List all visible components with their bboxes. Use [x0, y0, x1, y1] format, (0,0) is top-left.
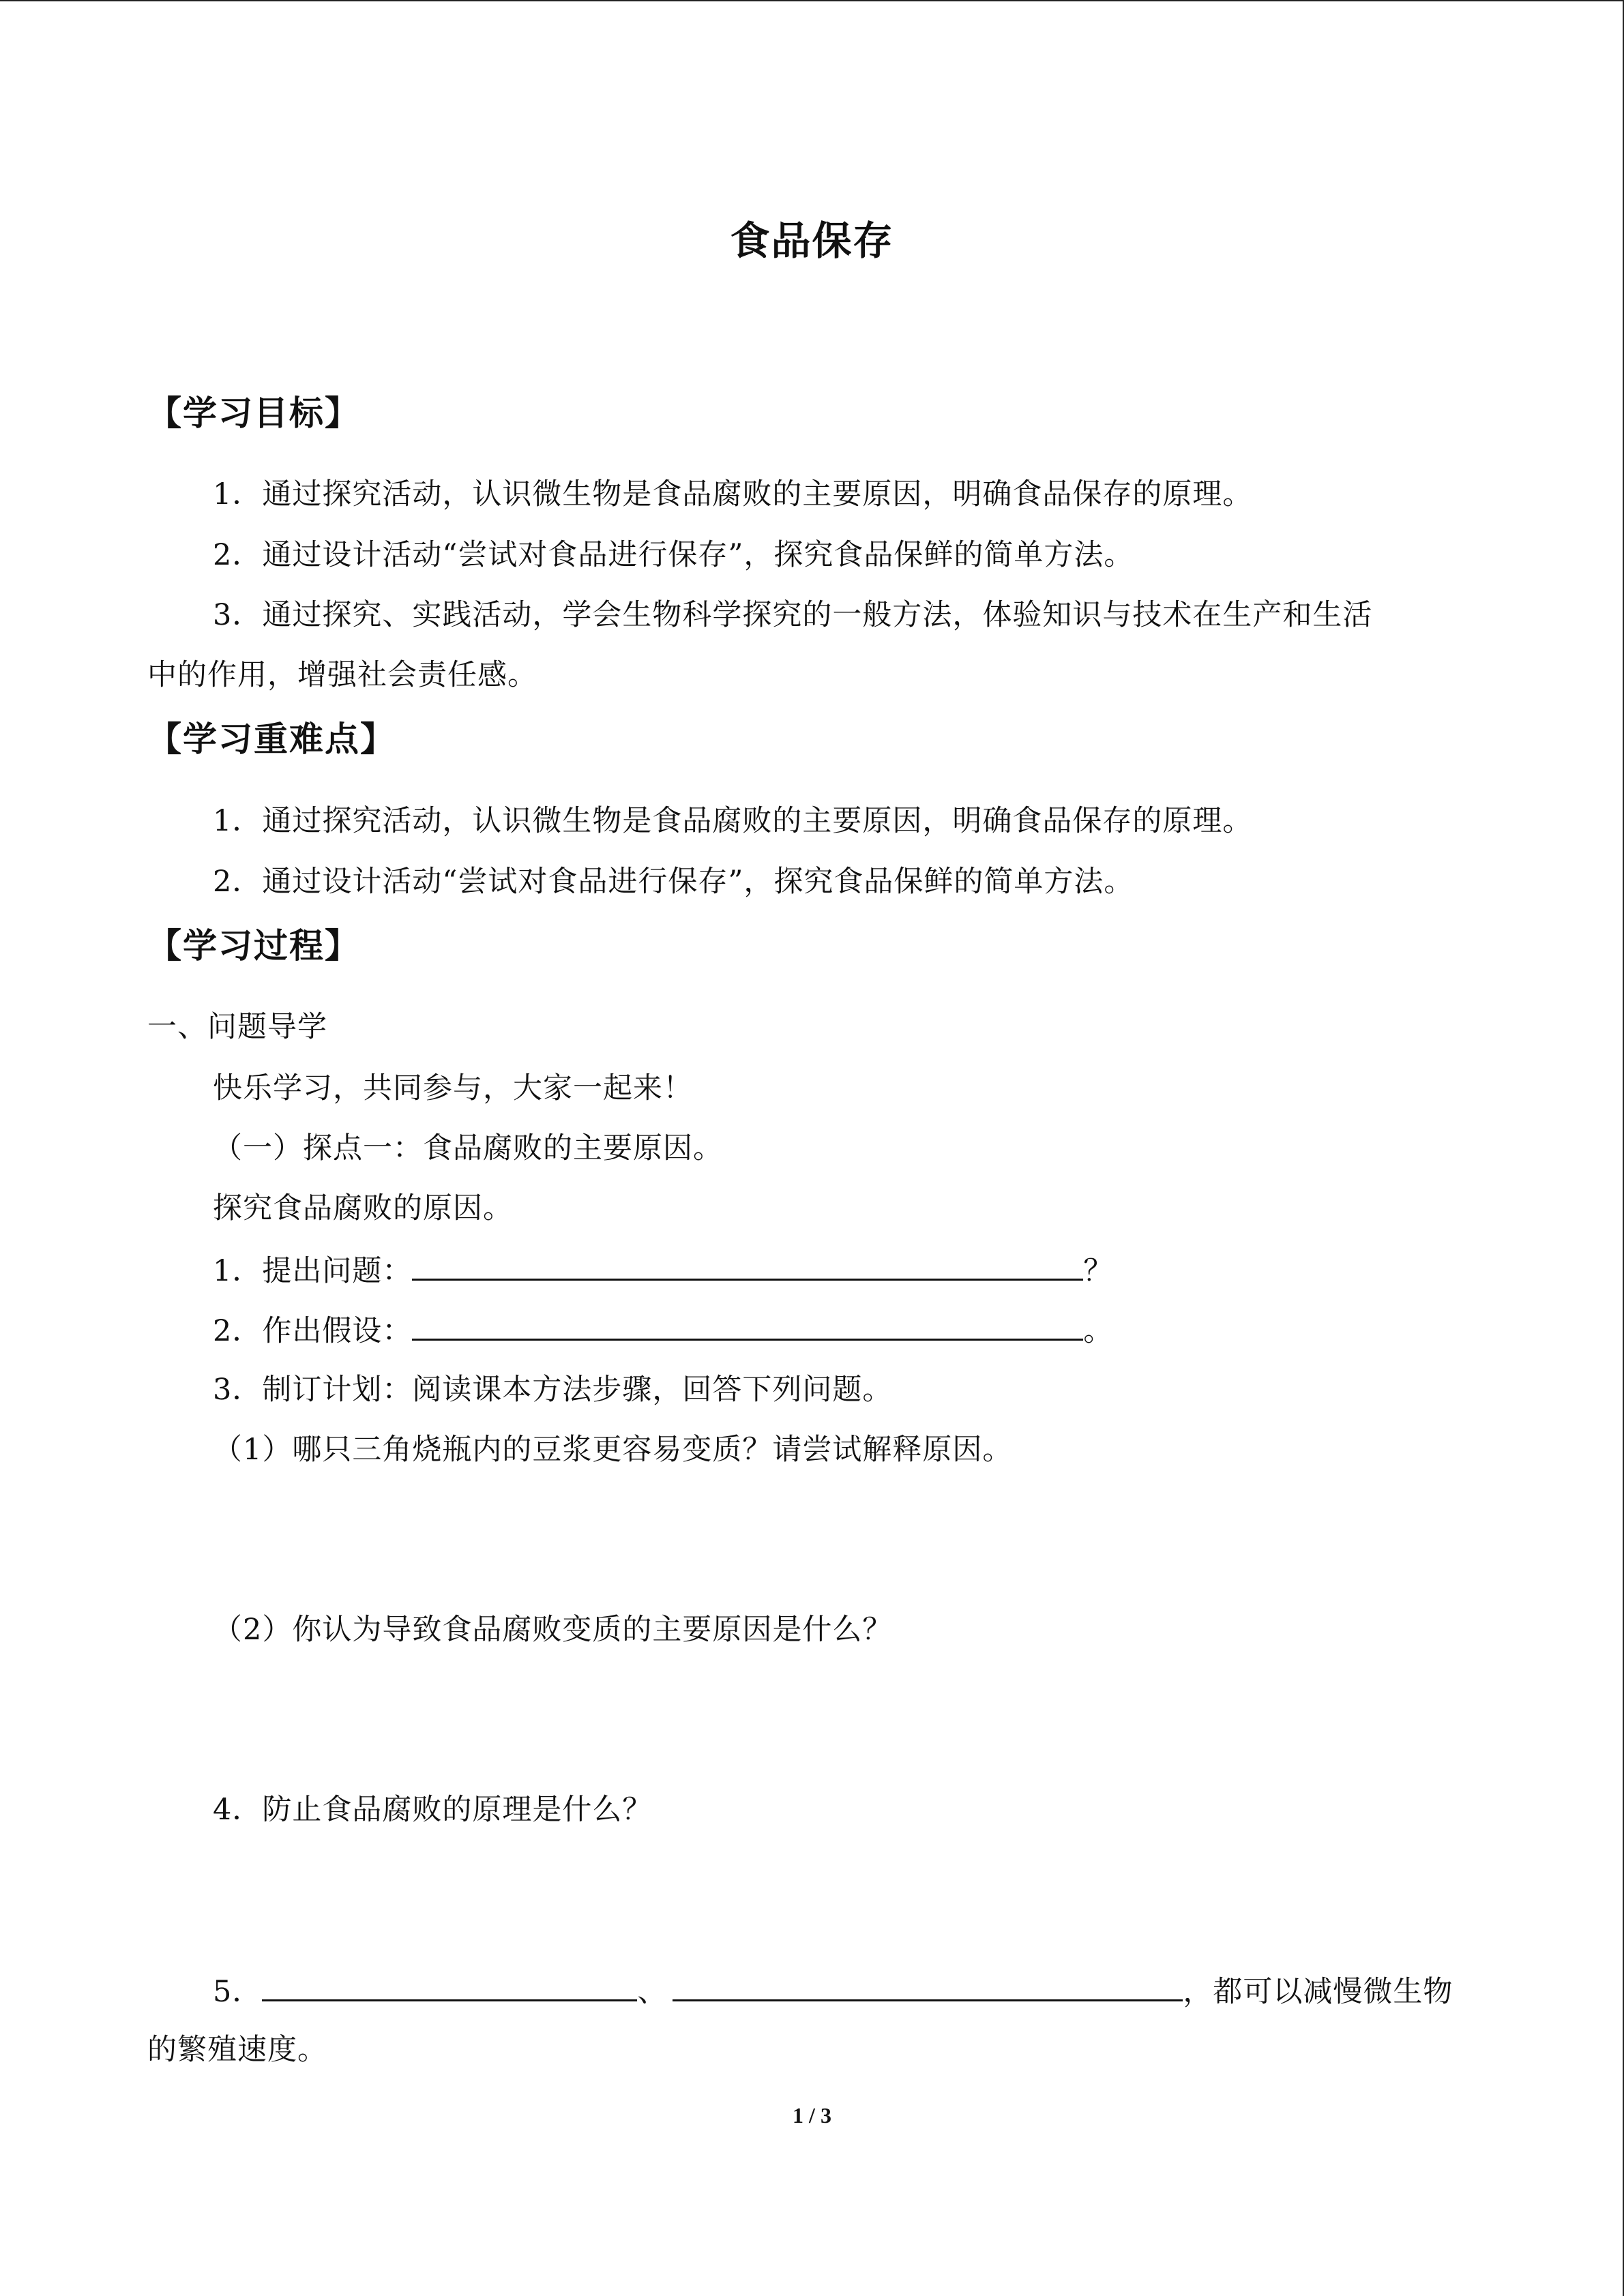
question-5-row [213, 1969, 1453, 2012]
question-1-label: 1．提出问题： [213, 1254, 413, 1288]
question-2-label: 2．作出假设： [213, 1314, 413, 1348]
objective-item-2: 2．通过设计活动“尝试对食品进行保存”，探究食品保鲜的简单方法。 [213, 538, 1134, 572]
key-point-item-1: 1．通过探究活动，认识微生物是食品腐败的主要原因，明确食品保存的原理。 [213, 804, 1253, 838]
question-5-separator: 、 [637, 1975, 668, 2009]
question-4: 4．防止食品腐败的原理是什么？ [213, 1793, 653, 1827]
question-5-tail: ，都可以减慢微生物 [1183, 1975, 1453, 2009]
question-3-1: （1）哪只三角烧瓶内的豆浆更容易变质？请尝试解释原因。 [213, 1433, 1013, 1467]
question-5-answer-blank-1[interactable] [262, 1969, 637, 2001]
page-indicator: 1 / 3 [793, 2103, 831, 2128]
intro-text: 快乐学习，共同参与，大家一起来！ [213, 1071, 693, 1105]
question-1-end: ？ [1083, 1254, 1114, 1288]
section-heading-key-points: 【学习重难点】 [147, 719, 396, 759]
question-1-answer-blank[interactable] [412, 1249, 1083, 1281]
objective-item-3-continued: 中的作用，增强社会责任感。 [147, 658, 537, 692]
question-1-row [213, 1249, 1113, 1292]
question-5-continued: 的繁殖速度。 [147, 2033, 327, 2067]
question-3-2: （2）你认为导致食品腐败变质的主要原因是什么？ [213, 1613, 893, 1647]
section-heading-objectives: 【学习目标】 [147, 393, 360, 433]
question-3: 3．制订计划：阅读课本方法步骤，回答下列问题。 [213, 1373, 893, 1407]
section-heading-process: 【学习过程】 [147, 926, 360, 966]
question-2-row [213, 1309, 1113, 1352]
document-title: 食品保存 [730, 218, 894, 264]
part-title: 一、问题导学 [147, 1010, 327, 1044]
objective-item-3: 3．通过探究、实践活动，学会生物科学探究的一般方法，体验知识与技术在生产和生活 [213, 598, 1373, 632]
key-point-item-2: 2．通过设计活动“尝试对食品进行保存”，探究食品保鲜的简单方法。 [213, 865, 1134, 899]
explore-text: 探究食品腐败的原因。 [213, 1191, 513, 1225]
question-5-label: 5． [213, 1975, 263, 2009]
question-5-answer-blank-2[interactable] [673, 1969, 1183, 2001]
question-2-end: 。 [1083, 1314, 1114, 1348]
question-2-answer-blank[interactable] [412, 1309, 1083, 1341]
subtitle-explore-point-1: （一）探点一：食品腐败的主要原因。 [213, 1131, 723, 1165]
objective-item-1: 1．通过探究活动，认识微生物是食品腐败的主要原因，明确食品保存的原理。 [213, 477, 1253, 511]
